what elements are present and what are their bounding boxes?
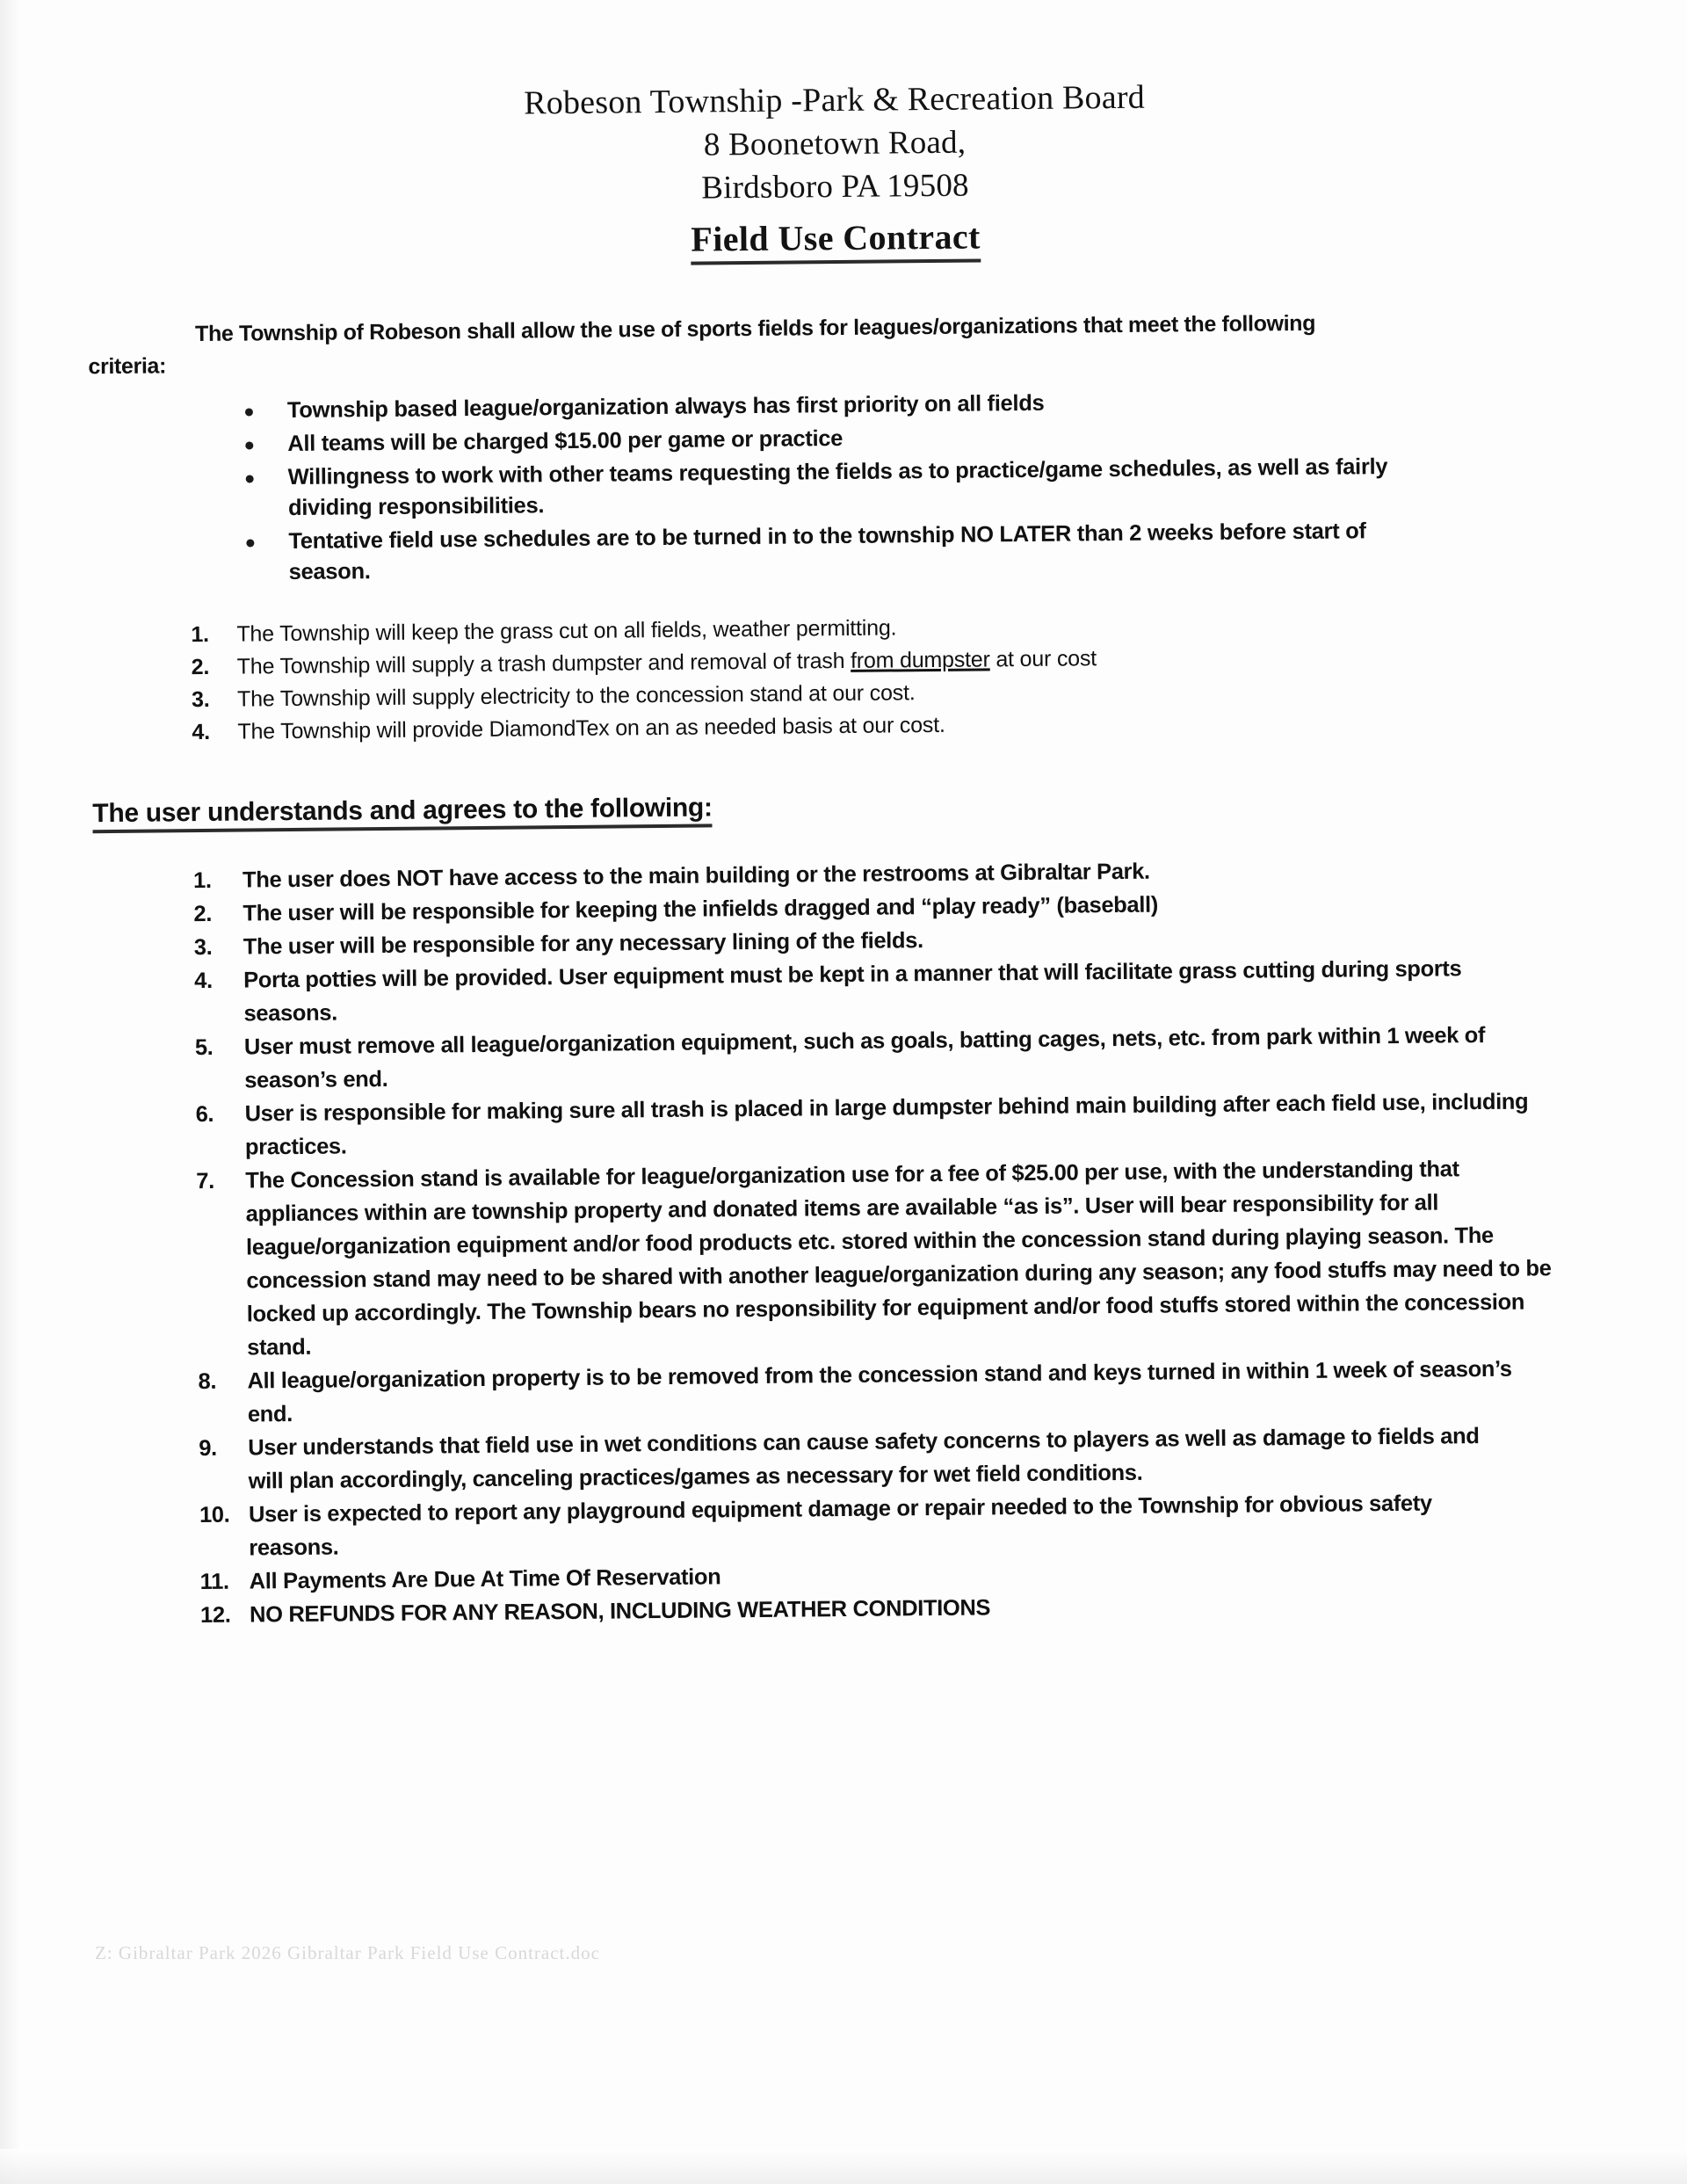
list-text: User is responsible for making sure all trash is placed in large dumpster behind main building after each field use, including practices. [244,1089,1529,1160]
list-item: All teams will be charged $15.00 per game or practice [242,417,1445,460]
list-number: 5. [194,1034,214,1061]
list-text: The user will be responsible for any necessary lining of the fields. [243,928,923,960]
section-heading: The user understands and agrees to the following: [92,793,713,833]
underlined-phrase: from dumpster [850,647,990,673]
list-text: The Concession stand is available for league/organization use for a fee of $25.00 per use, with the understanding that appliances within are township property and donated items are available “as is”. User will bear responsibility for all league/organization equipment and/or food products etc. stored within the concession stand during playing season. The concession stand may need to be shared with another league/organization during any season; any food stuffs may need to be locked up accordingly. The Township bears no responsibility for equipment and/or food stuffs stored within the concession stand. [245,1157,1552,1360]
list-text: User is expected to report any playground equipment damage or repair needed to the Township for obvious safety reasons. [248,1491,1432,1561]
list-number: 4. [192,719,211,745]
list-text: User must remove all league/organization equipment, such as goals, batting cages, nets, etc. from park within 1 week of season’s end. [243,1022,1486,1093]
list-number: 11. [199,1569,229,1595]
list-number: 7. [196,1168,215,1194]
list-number: 10. [199,1502,230,1528]
list-text: Porta potties will be provided. User equipment must be kept in a manner that will facilitate grass cutting during sports seasons. [243,956,1462,1027]
list-item [196,1151,1558,1365]
document-body [0,305,1687,1634]
list-number: 8. [198,1368,217,1395]
list-text: All league/organization property is to be removed from the concession stand and keys turned in within 1 week of season’s end. [247,1356,1512,1427]
list-number: 2. [193,901,213,927]
list-text-after: at our cost [989,646,1097,672]
city-state-zip: Birdsboro PA 19508 [701,167,969,207]
list-number: 12. [199,1602,231,1629]
list-item [195,1085,1556,1165]
criteria-bullet-list [0,382,1683,591]
list-text: The user does NOT have access to the main building or the restrooms at Gibraltar Park. [242,859,1150,893]
footer-file-path: Z: Gibraltar Park 2026 Gibraltar Park Field Use Contract.doc [95,1942,600,1963]
list-text: User understands that field use in wet conditions can cause safety concerns to players as well as damage to fields and will plan accordingly, canceling practices/games as necessary for wet field conditions. [248,1424,1480,1494]
list-item: Tentative field use schedules are to be turned in to the township NO LATER than 2 weeks before start of season. [243,515,1447,588]
list-text: The Township will provide DiamondTex on an as needed basis at our cost. [237,712,945,744]
list-number: 6. [195,1101,214,1128]
list-item [198,1352,1559,1432]
list-text: All Payments Are Due At Time Of Reservation [249,1564,721,1594]
list-number: 1. [191,621,209,648]
list-text: The user will be responsible for keeping the infields dragged and “play ready” (baseball) [243,892,1159,926]
street-address: 8 Boonetown Road, [703,124,967,163]
organization-name: Robeson Township -Park & Recreation Board [524,78,1146,122]
list-text: NO REFUNDS FOR ANY REASON, INCLUDING WEATHER CONDITIONS [249,1595,991,1628]
intro-paragraph [88,307,1461,381]
list-text: The Township will supply electricity to the concession stand at our cost. [236,680,916,712]
list-number: 3. [193,934,213,961]
list-text-before: The Township will supply a trash dumpster and removal of trash [236,648,851,679]
user-section-heading-wrap [0,735,1684,834]
letterhead [0,0,1679,272]
user-agreement-list [0,850,1687,1634]
list-number: 3. [191,686,210,713]
list-number: 1. [192,867,212,894]
list-item [199,1486,1508,1565]
township-responsibility-list [0,605,1684,751]
scan-edge-shadow-bottom [0,2149,1687,2184]
list-text: The Township will keep the grass cut on all fields, weather permitting. [236,615,897,647]
list-item: Willingness to work with other teams requesting the fields as to practice/game schedules, as well as fairly dividing responsibilities. [243,451,1447,524]
document-title: Field Use Contract [691,215,981,265]
intro-line-2: criteria: [88,353,167,380]
list-number: 9. [199,1435,217,1462]
list-item [199,1419,1507,1498]
intro-line-1: The Township of Robeson shall allow the use of sports fields for leagues/organizations that meet the following [194,310,1316,347]
list-item: Township based league/organization always has first priority on all fields [242,384,1445,426]
list-number: 2. [191,654,210,680]
list-number: 4. [194,968,213,994]
